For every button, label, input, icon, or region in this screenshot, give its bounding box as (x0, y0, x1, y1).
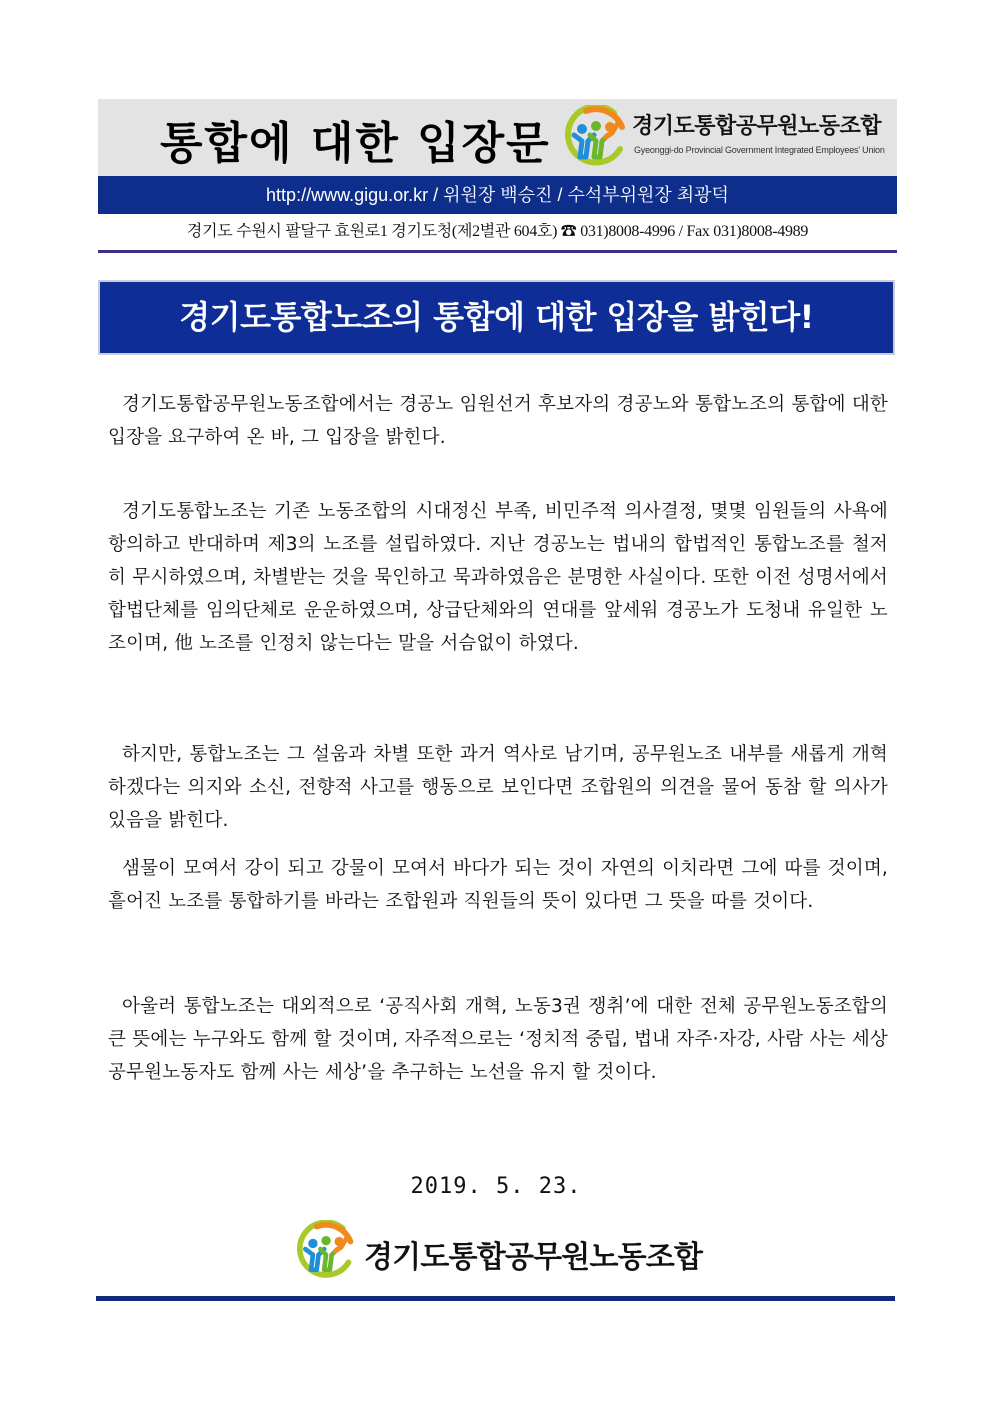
letterhead (98, 99, 897, 176)
document-title: 통합에 대한 입장문 (160, 118, 551, 169)
org-name-english: Gyeonggi-do Provincial Government Integrated Employees' Union (634, 145, 885, 155)
document-date: 2019. 5. 23. (410, 1174, 582, 1199)
headline-banner (98, 280, 895, 355)
paragraph (108, 852, 888, 918)
paragraph-text: 아울러 통합노조는 대외적으로 ‘공직사회 개혁, 노동3권 쟁취’에 대한 전체 공무원노동조합의 큰 뜻에는 누구와도 함께 할 것이며, 자주적으로는 ‘정치적 중립, 법내 자주·자강, 사람 사는 세상 공무원노동자도 함께 사는 세상’을 추구하는 노선을 유지 할 것이다. (108, 996, 888, 1083)
paragraph-text: 경기도통합노조는 기존 노동조합의 시대정신 부족, 비민주적 의사결정, 몇몇 임원들의 사욕에 항의하고 반대하며 제3의 노조를 설립하였다. 지난 경공노는 법내의 합법적인 통합노조를 철저히 무시하였으며, 차별받는 것을 묵인하고 묵과하였음은 분명한 사실이다. 또한 이전 성명서에서 합법단체를 임의단체로 운운하였으며, 상급단체와의 연대를 앞세워 경공노가 도청내 유일한 노조이며, 他 노조를 인정치 않는다는 말을 서슴없이 하였다. (108, 501, 888, 654)
contact-band: http://www.gigu.or.kr / 위원장 백승진 / 수석부위원장 최광덕 (98, 176, 897, 214)
paragraph (108, 990, 888, 1089)
org-name-korean: 경기도통합공무원노동조합 (632, 114, 882, 139)
footer-divider (96, 1296, 895, 1301)
footer-org-name: 경기도통합공무원노동조합 (364, 1240, 703, 1275)
address-line: 경기도 수원시 팔달구 효원로1 경기도청(제2별관 604호) ☎ 031)8008-4996 / Fax 031)8008-4989 (186, 223, 809, 240)
paragraph (108, 388, 888, 454)
union-logo-icon (296, 1220, 358, 1282)
union-logo-icon (564, 105, 630, 169)
paragraph (108, 495, 888, 660)
paragraph (108, 738, 888, 837)
paragraph-text: 경기도통합공무원노동조합에서는 경공노 임원선거 후보자의 경공노와 통합노조의 통합에 대한 입장을 요구하여 온 바, 그 입장을 밝힌다. (108, 394, 888, 448)
headline: 경기도통합노조의 통합에 대한 입장을 밝힌다! (179, 298, 814, 336)
divider (98, 250, 897, 253)
paragraph-text: 샘물이 모여서 강이 되고 강물이 모여서 바다가 되는 것이 자연의 이치라면 그에 따를 것이며, 흩어진 노조를 통합하기를 바라는 조합원과 직원들의 뜻이 있다면 그 뜻을 따를 것이다. (108, 858, 888, 912)
paragraph-text: 하지만, 통합노조는 그 설움과 차별 또한 과거 역사로 남기며, 공무원노조 내부를 새롭게 개혁하겠다는 의지와 소신, 전향적 사고를 행동으로 보인다면 조합원의 의견을 물어 동참 할 의사가 있음을 밝힌다. (108, 744, 888, 831)
